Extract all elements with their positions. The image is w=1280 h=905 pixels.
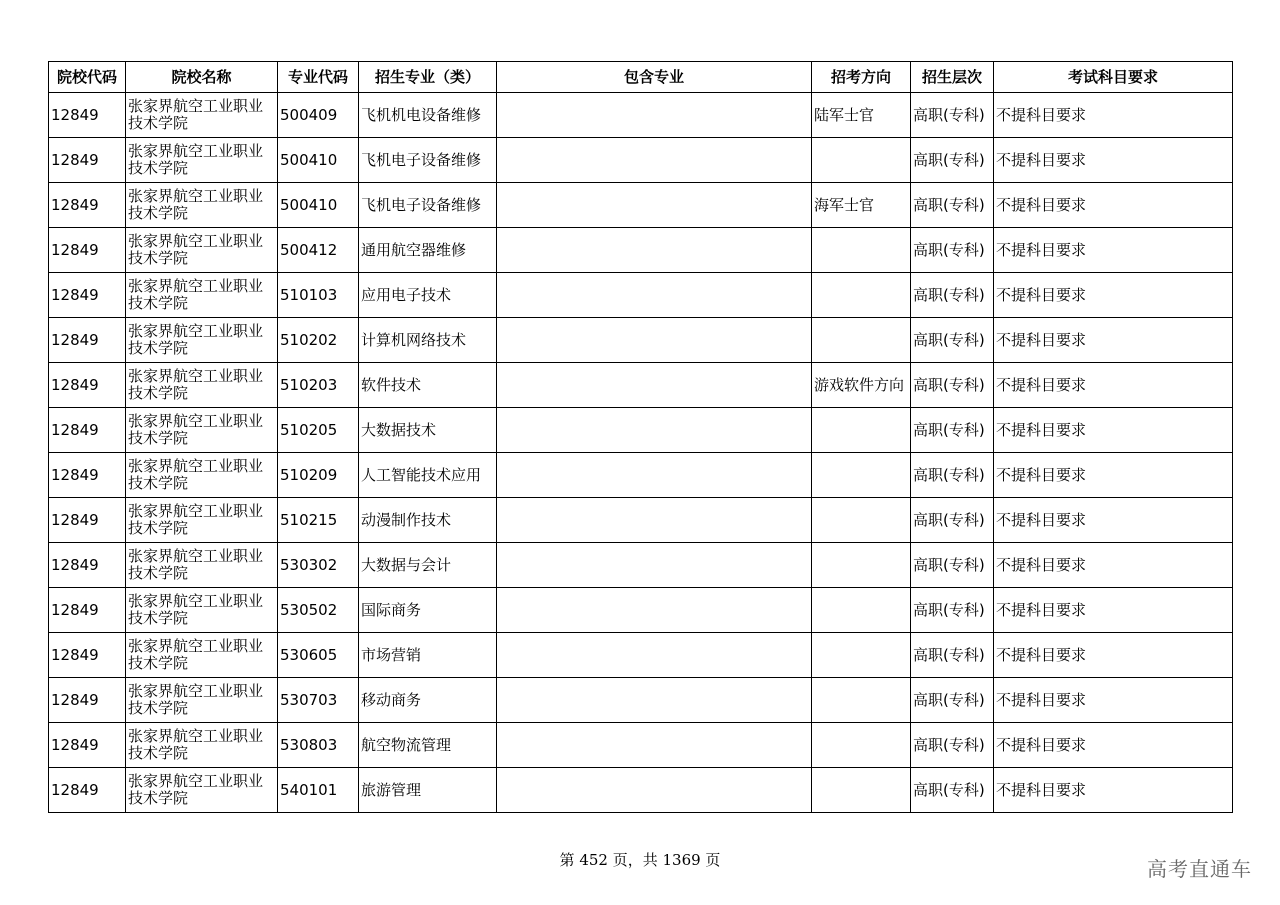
cell-included-majors	[497, 273, 812, 318]
cell-level: 高职(专科)	[911, 543, 994, 588]
cell-included-majors	[497, 678, 812, 723]
cell-school-code: 12849	[49, 318, 126, 363]
cell-exam-requirement: 不提科目要求	[994, 768, 1233, 813]
header-direction: 招考方向	[812, 62, 911, 93]
cell-exam-requirement: 不提科目要求	[994, 273, 1233, 318]
table-header-row	[49, 62, 1233, 93]
watermark: 高考直通车	[1147, 857, 1252, 881]
cell-school-name: 张家界航空工业职业技术学院	[126, 273, 278, 318]
cell-included-majors	[497, 633, 812, 678]
cell-major-code: 530605	[278, 633, 359, 678]
table-row	[49, 588, 1233, 633]
cell-level: 高职(专科)	[911, 633, 994, 678]
header-major-code: 专业代码	[278, 62, 359, 93]
cell-major: 大数据与会计	[359, 543, 497, 588]
cell-major-code: 500412	[278, 228, 359, 273]
cell-school-name: 张家界航空工业职业技术学院	[126, 138, 278, 183]
cell-major: 通用航空器维修	[359, 228, 497, 273]
cell-school-name: 张家界航空工业职业技术学院	[126, 678, 278, 723]
cell-school-code: 12849	[49, 93, 126, 138]
table-row	[49, 183, 1233, 228]
header-school-name: 院校名称	[126, 62, 278, 93]
cell-school-name: 张家界航空工业职业技术学院	[126, 318, 278, 363]
cell-school-code: 12849	[49, 138, 126, 183]
table-row	[49, 543, 1233, 588]
cell-included-majors	[497, 543, 812, 588]
cell-school-code: 12849	[49, 183, 126, 228]
cell-major: 飞机电子设备维修	[359, 183, 497, 228]
cell-exam-requirement: 不提科目要求	[994, 723, 1233, 768]
table-row	[49, 228, 1233, 273]
cell-exam-requirement: 不提科目要求	[994, 138, 1233, 183]
cell-school-name: 张家界航空工业职业技术学院	[126, 768, 278, 813]
cell-level: 高职(专科)	[911, 453, 994, 498]
cell-level: 高职(专科)	[911, 363, 994, 408]
cell-direction: 陆军士官	[812, 93, 911, 138]
cell-level: 高职(专科)	[911, 93, 994, 138]
cell-major-code: 530803	[278, 723, 359, 768]
cell-school-name: 张家界航空工业职业技术学院	[126, 453, 278, 498]
table-body	[49, 93, 1233, 813]
cell-direction	[812, 408, 911, 453]
cell-school-name: 张家界航空工业职业技术学院	[126, 228, 278, 273]
cell-school-name: 张家界航空工业职业技术学院	[126, 93, 278, 138]
cell-exam-requirement: 不提科目要求	[994, 183, 1233, 228]
cell-exam-requirement: 不提科目要求	[994, 228, 1233, 273]
cell-school-code: 12849	[49, 588, 126, 633]
cell-exam-requirement: 不提科目要求	[994, 318, 1233, 363]
cell-included-majors	[497, 318, 812, 363]
cell-direction	[812, 543, 911, 588]
cell-school-code: 12849	[49, 228, 126, 273]
cell-direction	[812, 723, 911, 768]
cell-major-code: 510203	[278, 363, 359, 408]
cell-direction	[812, 273, 911, 318]
table-row	[49, 768, 1233, 813]
cell-level: 高职(专科)	[911, 183, 994, 228]
cell-exam-requirement: 不提科目要求	[994, 678, 1233, 723]
cell-exam-requirement: 不提科目要求	[994, 588, 1233, 633]
cell-school-name: 张家界航空工业职业技术学院	[126, 363, 278, 408]
table-row	[49, 678, 1233, 723]
cell-level: 高职(专科)	[911, 678, 994, 723]
cell-major-code: 510205	[278, 408, 359, 453]
cell-major: 软件技术	[359, 363, 497, 408]
cell-level: 高职(专科)	[911, 723, 994, 768]
cell-level: 高职(专科)	[911, 273, 994, 318]
table-row	[49, 138, 1233, 183]
cell-exam-requirement: 不提科目要求	[994, 93, 1233, 138]
cell-direction	[812, 318, 911, 363]
header-school-code: 院校代码	[49, 62, 126, 93]
cell-included-majors	[497, 228, 812, 273]
cell-major-code: 510103	[278, 273, 359, 318]
table-row	[49, 93, 1233, 138]
cell-included-majors	[497, 363, 812, 408]
cell-direction	[812, 768, 911, 813]
cell-direction	[812, 633, 911, 678]
cell-school-name: 张家界航空工业职业技术学院	[126, 183, 278, 228]
cell-major: 大数据技术	[359, 408, 497, 453]
cell-direction: 游戏软件方向	[812, 363, 911, 408]
cell-included-majors	[497, 723, 812, 768]
cell-direction	[812, 588, 911, 633]
cell-school-code: 12849	[49, 543, 126, 588]
cell-included-majors	[497, 588, 812, 633]
cell-school-code: 12849	[49, 768, 126, 813]
header-level: 招生层次	[911, 62, 994, 93]
header-exam-requirement: 考试科目要求	[994, 62, 1233, 93]
cell-direction: 海军士官	[812, 183, 911, 228]
cell-school-code: 12849	[49, 453, 126, 498]
cell-school-code: 12849	[49, 498, 126, 543]
cell-direction	[812, 228, 911, 273]
cell-level: 高职(专科)	[911, 408, 994, 453]
cell-school-name: 张家界航空工业职业技术学院	[126, 588, 278, 633]
cell-direction	[812, 498, 911, 543]
page-number: 第 452 页，共 1369 页	[559, 851, 721, 869]
cell-major-code: 510202	[278, 318, 359, 363]
cell-major-code: 500409	[278, 93, 359, 138]
cell-exam-requirement: 不提科目要求	[994, 363, 1233, 408]
cell-school-name: 张家界航空工业职业技术学院	[126, 633, 278, 678]
cell-major-code: 530703	[278, 678, 359, 723]
cell-major-code: 500410	[278, 138, 359, 183]
cell-major: 市场营销	[359, 633, 497, 678]
cell-school-code: 12849	[49, 408, 126, 453]
cell-direction	[812, 453, 911, 498]
cell-school-code: 12849	[49, 363, 126, 408]
cell-major: 人工智能技术应用	[359, 453, 497, 498]
header-included-majors: 包含专业	[497, 62, 812, 93]
table-row	[49, 633, 1233, 678]
cell-major: 航空物流管理	[359, 723, 497, 768]
table-row	[49, 273, 1233, 318]
table-row	[49, 453, 1233, 498]
cell-level: 高职(专科)	[911, 498, 994, 543]
cell-school-name: 张家界航空工业职业技术学院	[126, 408, 278, 453]
table-row	[49, 318, 1233, 363]
cell-school-code: 12849	[49, 678, 126, 723]
cell-major-code: 500410	[278, 183, 359, 228]
cell-school-code: 12849	[49, 273, 126, 318]
cell-school-name: 张家界航空工业职业技术学院	[126, 498, 278, 543]
cell-major: 应用电子技术	[359, 273, 497, 318]
cell-level: 高职(专科)	[911, 768, 994, 813]
cell-included-majors	[497, 183, 812, 228]
cell-exam-requirement: 不提科目要求	[994, 543, 1233, 588]
cell-major: 动漫制作技术	[359, 498, 497, 543]
cell-school-name: 张家界航空工业职业技术学院	[126, 543, 278, 588]
cell-major: 飞机机电设备维修	[359, 93, 497, 138]
cell-included-majors	[497, 93, 812, 138]
cell-major-code: 530502	[278, 588, 359, 633]
cell-school-code: 12849	[49, 723, 126, 768]
admissions-table	[48, 61, 1233, 813]
cell-school-name: 张家界航空工业职业技术学院	[126, 723, 278, 768]
cell-direction	[812, 678, 911, 723]
cell-level: 高职(专科)	[911, 138, 994, 183]
cell-major-code: 510209	[278, 453, 359, 498]
cell-included-majors	[497, 498, 812, 543]
table-row	[49, 723, 1233, 768]
cell-exam-requirement: 不提科目要求	[994, 498, 1233, 543]
cell-direction	[812, 138, 911, 183]
cell-major: 旅游管理	[359, 768, 497, 813]
table-row	[49, 498, 1233, 543]
table-row	[49, 363, 1233, 408]
cell-exam-requirement: 不提科目要求	[994, 408, 1233, 453]
cell-level: 高职(专科)	[911, 588, 994, 633]
cell-level: 高职(专科)	[911, 228, 994, 273]
cell-major: 飞机电子设备维修	[359, 138, 497, 183]
cell-school-code: 12849	[49, 633, 126, 678]
cell-major-code: 530302	[278, 543, 359, 588]
cell-major: 移动商务	[359, 678, 497, 723]
cell-included-majors	[497, 408, 812, 453]
header-major: 招生专业（类）	[359, 62, 497, 93]
cell-major: 计算机网络技术	[359, 318, 497, 363]
cell-major-code: 540101	[278, 768, 359, 813]
cell-included-majors	[497, 768, 812, 813]
cell-exam-requirement: 不提科目要求	[994, 453, 1233, 498]
table-row	[49, 408, 1233, 453]
cell-included-majors	[497, 138, 812, 183]
cell-exam-requirement: 不提科目要求	[994, 633, 1233, 678]
cell-level: 高职(专科)	[911, 318, 994, 363]
cell-major: 国际商务	[359, 588, 497, 633]
cell-major-code: 510215	[278, 498, 359, 543]
cell-included-majors	[497, 453, 812, 498]
